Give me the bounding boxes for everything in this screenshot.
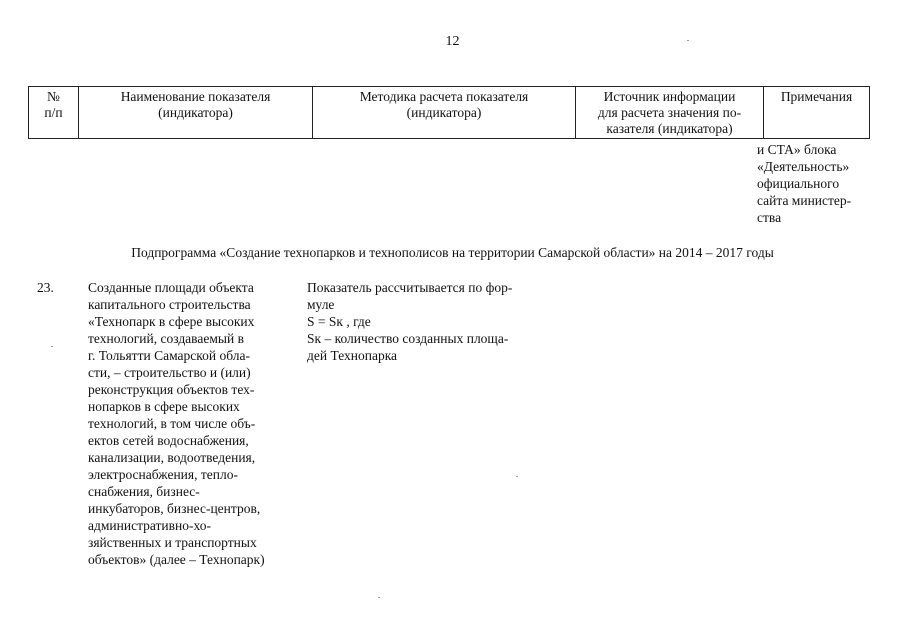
scan-speck	[378, 597, 380, 598]
scan-speck	[51, 346, 53, 347]
subprogram-title: Подпрограмма «Создание технопарков и технополисов на территории Самарской области» на 2014 – 2017 годы	[131, 245, 774, 260]
page-number: 12	[445, 34, 460, 49]
indicator-name: Созданные площади объекта капитального строительства «Технопарк в сфере высоких технологий, создаваемый в г. Тольятти Самарской обла- сти, – строительство и (или) реконструкция объектов тех- нопарков в сфере высоких технологий, в том числе объ- ектов сетей водоснабжения, канализации, водоотведения, электроснабжения, тепло- снабжения, бизнес- инкубаторов, бизнес-центров, административно-хо- зяйственных и транспортных объектов» (далее – Технопарк)	[88, 280, 265, 567]
calculation-method: Показатель рассчитывается по фор- муле S = Sк , где Sк – количество созданных площа- дей Технопарка	[307, 280, 513, 363]
table-header-row	[29, 87, 870, 139]
scan-speck	[687, 40, 689, 41]
indicator-table-header	[28, 86, 870, 139]
header-col-number: № п/п	[29, 87, 79, 139]
header-col-name: Наименование показателя (индикатора)	[79, 87, 313, 139]
header-col-method: Методика расчета показателя (индикатора)	[313, 87, 576, 139]
notes-continuation: и СТА» блока «Деятельность» официального сайта министер- ства	[757, 142, 852, 225]
header-col-notes: Примечания	[764, 87, 870, 139]
header-col-source: Источник информации для расчета значения по- казателя (индикатора)	[576, 87, 764, 139]
row-number: 23.	[37, 280, 54, 295]
scan-speck	[516, 476, 518, 477]
